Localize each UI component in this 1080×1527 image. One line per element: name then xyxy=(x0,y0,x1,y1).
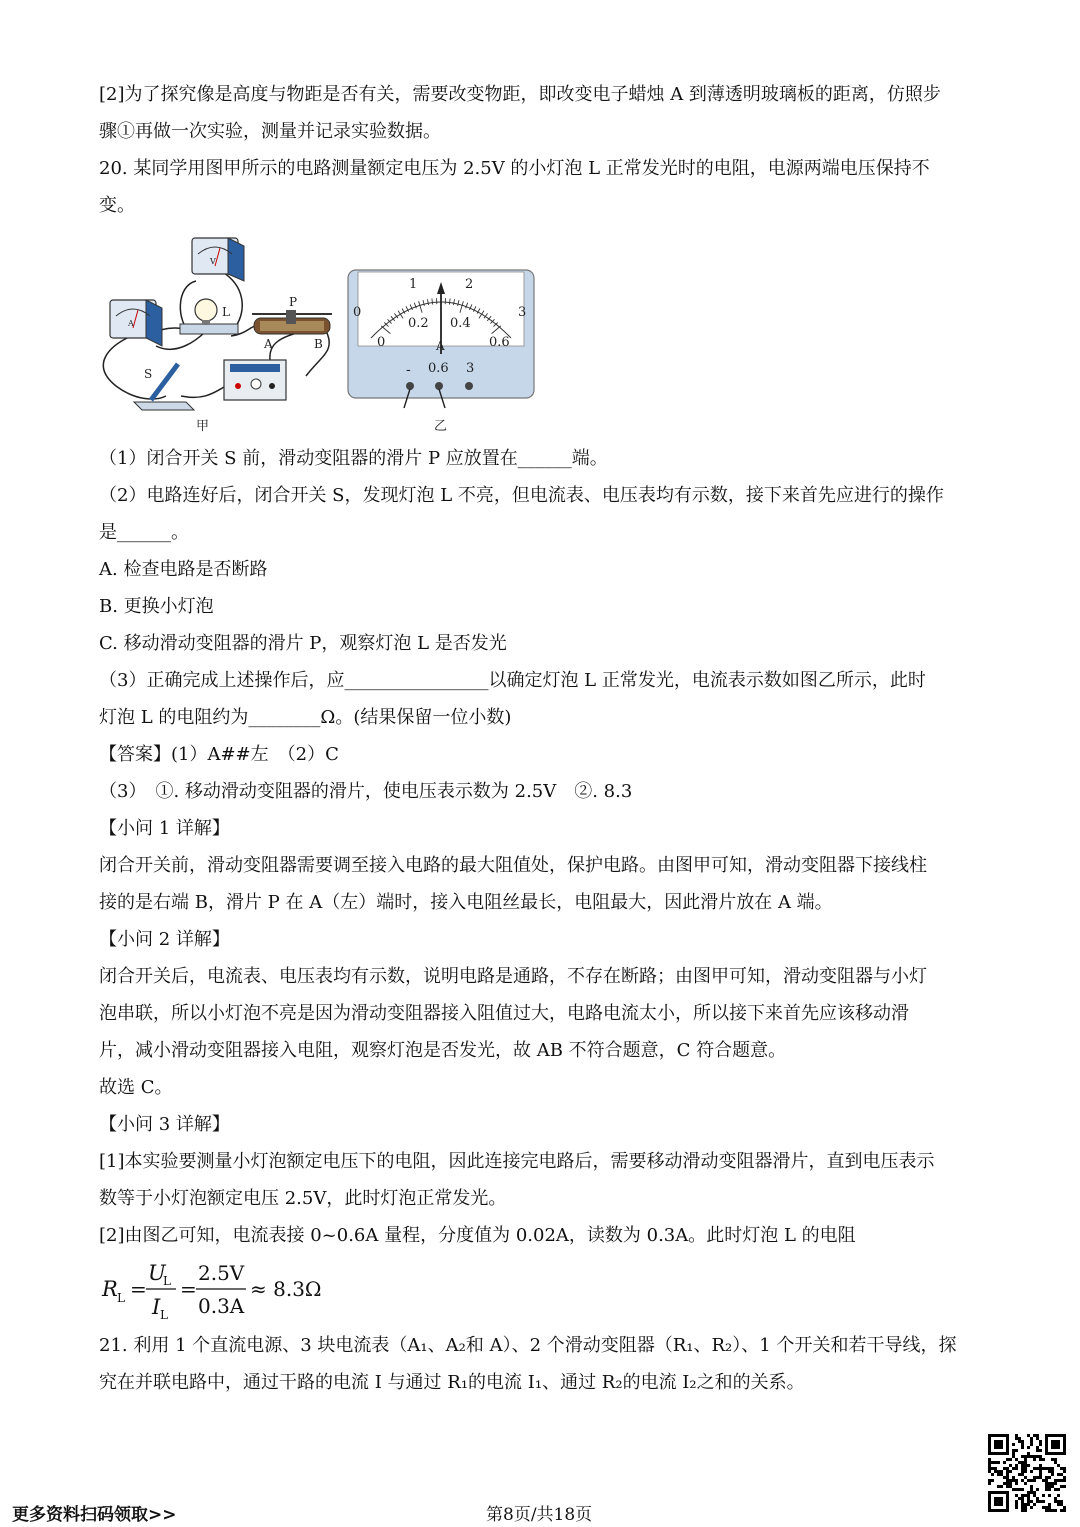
footer-promo[interactable]: 更多资料扫码领取>> xyxy=(12,1505,177,1525)
terminal-0-6: 0.6 xyxy=(428,361,449,376)
switch xyxy=(134,364,194,410)
voltmeter xyxy=(192,238,244,281)
ammeter xyxy=(110,300,162,346)
text-line-11: （3）正确完成上述操作后，应________________以确定灯泡 L 正常发光，电流表示数如图乙所示，此时 xyxy=(99,670,926,691)
formula-numerator-value: 2.5V xyxy=(198,1261,245,1285)
formula-equals-1: = xyxy=(130,1277,147,1301)
text-line-9: B. 更换小灯泡 xyxy=(99,596,214,617)
text-line-14: （3） ①. 移动滑动变阻器的滑片，使电压表示数为 2.5V ②. 8.3 xyxy=(99,781,633,802)
text-line-21: 片，减小滑动变阻器接入电阻，观察灯泡是否发光，故 AB 不符合题意，C 符合题意。 xyxy=(99,1040,787,1061)
formula-denominator-value: 0.3A xyxy=(198,1294,245,1318)
voltmeter-label: V xyxy=(210,257,216,266)
formula-numerator: U xyxy=(148,1261,166,1285)
text-line-26: [2]由图乙可知，电流表接 0~0.6A 量程，分度值为 0.02A，读数为 0.3A。此时灯泡 L 的电阻 xyxy=(99,1225,856,1246)
text-line-27: 21. 利用 1 个直流电源、3 块电流表（A₁、A₂和 A）、2 个滑动变阻器（R₁、R₂）、1 个开关和若干导线，探 xyxy=(99,1335,957,1356)
text-line-12: 灯泡 L 的电阻约为________Ω。(结果保留一位小数) xyxy=(99,707,512,728)
terminal-3: 3 xyxy=(466,361,475,376)
resistance-formula xyxy=(100,1258,340,1322)
text-line-8: A. 检查电路是否断路 xyxy=(99,559,268,580)
circuit-figure xyxy=(96,226,546,436)
lamp xyxy=(180,299,238,334)
text-line-4: 变。 xyxy=(99,195,135,216)
text-line-7: 是______。 xyxy=(99,522,189,543)
text-line-16: 闭合开关前，滑动变阻器需要调至接入电路的最大阻值处，保护电路。由图甲可知，滑动变阻器下接线柱 xyxy=(99,855,927,876)
text-line-3: 20. 某同学用图甲所示的电路测量额定电压为 2.5V 的小灯泡 L 正常发光时的电阻，电源两端电压保持不 xyxy=(99,158,930,179)
page-number: 第8页/共18页 xyxy=(486,1505,593,1525)
dial-unit: A xyxy=(436,339,445,353)
dial-bottom-0: 0 xyxy=(377,335,386,350)
text-line-13: 【答案】(1）A##左 （2）C xyxy=(99,744,339,765)
text-line-2: 骤①再做一次实验，测量并记录实验数据。 xyxy=(99,121,441,142)
rheostat-slider-label: P xyxy=(289,295,298,309)
formula-denominator-sub: L xyxy=(160,1308,168,1322)
figure-caption-right: 乙 xyxy=(434,419,448,434)
text-line-5: （1）闭合开关 S 前，滑动变阻器的滑片 P 应放置在______端。 xyxy=(99,448,608,469)
text-line-10: C. 移动滑动变阻器的滑片 P，观察灯泡 L 是否发光 xyxy=(99,633,507,654)
rheostat xyxy=(252,295,332,351)
text-line-24: [1]本实验要测量小灯泡额定电压下的电阻，因此连接完电路后，需要移动滑动变阻器滑片，直到电压表示 xyxy=(99,1151,935,1172)
rheostat-end-b-label: B xyxy=(314,337,323,351)
terminal-minus: - xyxy=(406,362,411,378)
dial-bottom-0-4: 0.4 xyxy=(450,316,471,331)
dial-top-2: 2 xyxy=(465,277,474,292)
text-line-25: 数等于小灯泡额定电压 2.5V，此时灯泡正常发光。 xyxy=(99,1188,507,1209)
formula-lhs-sub: L xyxy=(117,1291,125,1305)
text-line-17: 接的是右端 B，滑片 P 在 A（左）端时，接入电阻丝最长，电阻最大，因此滑片放在 A 端。 xyxy=(99,892,833,913)
circuit-diagram-svg xyxy=(96,226,546,436)
dial-bottom-0-2: 0.2 xyxy=(408,316,429,331)
lamp-label: L xyxy=(222,305,230,319)
figure-caption-left: 甲 xyxy=(196,419,210,434)
dial-top-0: 0 xyxy=(353,305,362,320)
text-line-23: 【小问 3 详解】 xyxy=(99,1114,230,1135)
formula-equals-2: = xyxy=(180,1277,197,1301)
formula-numerator-sub: L xyxy=(163,1274,171,1288)
switch-label: S xyxy=(144,367,153,381)
text-line-18: 【小问 2 详解】 xyxy=(99,929,230,950)
formula-denominator: I xyxy=(152,1295,161,1319)
text-line-6: （2）电路连好后，闭合开关 S，发现灯泡 L 不亮，但电流表、电压表均有示数，接下来首先应进行的操作 xyxy=(99,485,944,506)
ammeter-label: A xyxy=(128,319,134,328)
rheostat-end-a-label: A xyxy=(264,337,273,351)
formula-lhs: R xyxy=(102,1277,118,1301)
power-supply xyxy=(224,360,286,400)
dial-top-3: 3 xyxy=(518,305,527,320)
formula-result: ≈ 8.3Ω xyxy=(250,1277,322,1301)
dial-bottom-0-6: 0.6 xyxy=(489,335,510,350)
ammeter-dial xyxy=(348,270,534,408)
text-line-1: [2]为了探究像是高度与物距是否有关，需要改变物距，即改变电子蜡烛 A 到薄透明玻璃板的距离，仿照步 xyxy=(99,84,941,105)
text-line-20: 泡串联，所以小灯泡不亮是因为滑动变阻器接入阻值过大，电路电流太小，所以接下来首先应该移动滑 xyxy=(99,1003,909,1024)
dial-top-1: 1 xyxy=(409,277,418,292)
text-line-28: 究在并联电路中，通过干路的电流 I 与通过 R₁的电流 I₁、通过 R₂的电流 I₂之和的关系。 xyxy=(99,1372,805,1393)
text-line-15: 【小问 1 详解】 xyxy=(99,818,230,839)
text-line-22: 故选 C。 xyxy=(99,1077,173,1098)
text-line-19: 闭合开关后，电流表、电压表均有示数，说明电路是通路，不存在断路；由图甲可知，滑动变阻器与小灯 xyxy=(99,966,927,987)
qr-code-icon[interactable] xyxy=(988,1434,1066,1512)
